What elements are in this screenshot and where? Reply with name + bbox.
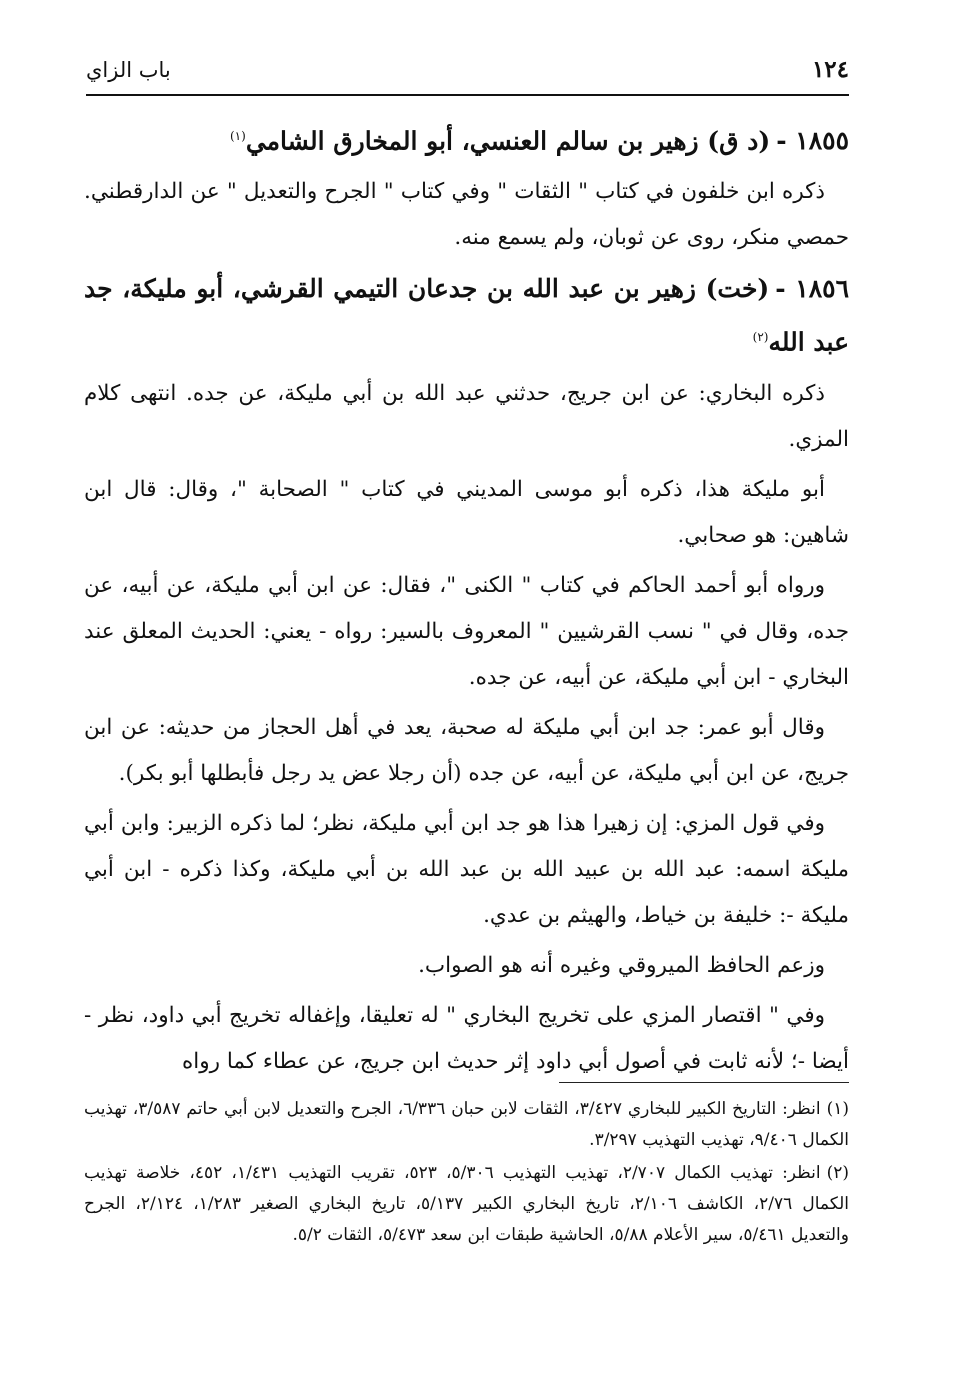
entry-paragraph: وفي " اقتصار المزي على تخريج البخاري " له تعليقا، وإغفاله تخريج أبي داود، نظر - أيضا -؛ لأنه ثابت في أصول أبي داود إثر حديث ابن جريج، عن عطاء كما رواه (84, 1002, 849, 1074)
footnote-reference: (٢) (752, 330, 769, 345)
entry-1856 (84, 265, 849, 1084)
footnote-number: (٢) (826, 1163, 850, 1183)
footnote-number: (١) (826, 1099, 850, 1119)
entry-number: ١٨٥٥ - (776, 126, 849, 156)
footnotes (84, 1094, 849, 1253)
entry-number: ١٨٥٦ - (775, 274, 849, 304)
entry-paragraph: ذكره البخاري: عن ابن جريج، حدثني عبد الله بن أبي مليكة، عن جده. انتهى كلام المزي. (84, 380, 849, 452)
page-number: ١٢٤ (811, 56, 849, 83)
entry-paragraph: ورواه أبو أحمد الحاكم في كتاب " الكنى "، فقال: عن ابن أبي مليكة، عن أبيه، عن جده، وقال في " نسب القرشيين " المعروف بالسير: رواه - يعني: الحديث المعلق عند البخاري - ابن أبي مليكة، عن أبيه، عن جده. (84, 572, 849, 690)
footnote (84, 1158, 849, 1251)
entry-heading (84, 112, 849, 165)
entry-paragraph: وزعم الحافظ الميروقي وغيره أنه هو الصواب. (418, 952, 825, 978)
footnote-text: انظر: تهذيب الكمال ٢/٧٠٧، تهذيب التهذيب ٥/٣٠٦، ٥٢٣، تقريب التهذيب ١/٤٣١، ٤٥٢، خلاصة تهذيب الكمال ٢/٧٦، الكاشف ٢/١٠٦، تاريخ البخاري الكبير ٥/١٣٧، تاريخ البخاري الصغير ١/٢٨٣، ٢/١٢٤، الجرح والتعديل ٥/٤٦١، سير الأعلام ٥/٨٨، الحاشية طبقات ابن سعد ٥/٤٧٣، الثقات ٥/٢. (84, 1163, 850, 1245)
footnote-divider (559, 1082, 849, 1083)
footnote (84, 1094, 849, 1156)
footnote-text: انظر: التاريخ الكبير للبخاري ٣/٤٢٧، الثقات لابن حبان ٦/٣٣٦، الجرح والتعديل لابن أبي حاتم ٣/٥٨٧، تهذيب الكمال ٩/٤٠٦، تهذيب التهذيب ٣/٢٩٧. (84, 1099, 849, 1150)
entry-paragraph: أبو مليكة هذا، ذكره أبو موسى المديني في كتاب " الصحابة "، وقال: قال ابن شاهين: هو صحابي. (84, 476, 849, 548)
entry-title: (خت) زهير بن عبد الله بن جدعان التيمي القرشي، أبو مليكة، جد عبد الله (84, 274, 849, 357)
footnote-reference: (١) (229, 129, 246, 143)
entry-paragraph: وقال أبو عمر: جد ابن أبي مليكة له صحبة، يعد في أهل الحجاز من حديثه: عن ابن جريج، عن ابن أبي مليكة، عن أبيه، عن جده (أن رجلا عض يد رجل فأبطلها أبو بكر). (84, 714, 849, 786)
entry-title: (د ق) زهير بن سالم العنسي، أبو المخارق الشامي (245, 126, 771, 156)
main-text (84, 112, 849, 1089)
entry-paragraph: ذكره ابن خلفون في كتاب " الثقات " وفي كتاب " الجرح والتعديل " عن الدارقطني. حمصي منكر، روى عن ثوبان، ولم يسمع منه. (84, 179, 849, 251)
entry-1855 (84, 112, 849, 261)
entry-heading (84, 265, 849, 366)
running-header (86, 52, 849, 96)
chapter-title: باب الزاي (86, 58, 171, 82)
entry-paragraph: وفي قول المزي: إن زهيرا هذا هو جد ابن أبي مليكة، نظر؛ لما ذكره الزبير: وابن أبي مليكة اسمه: عبد الله بن عبيد الله بن عبد الله بن أبي مليكة، وكذا ذكره - ابن أبي مليكة -: خليفة بن خياط، والهيثم بن عدي. (84, 810, 849, 928)
